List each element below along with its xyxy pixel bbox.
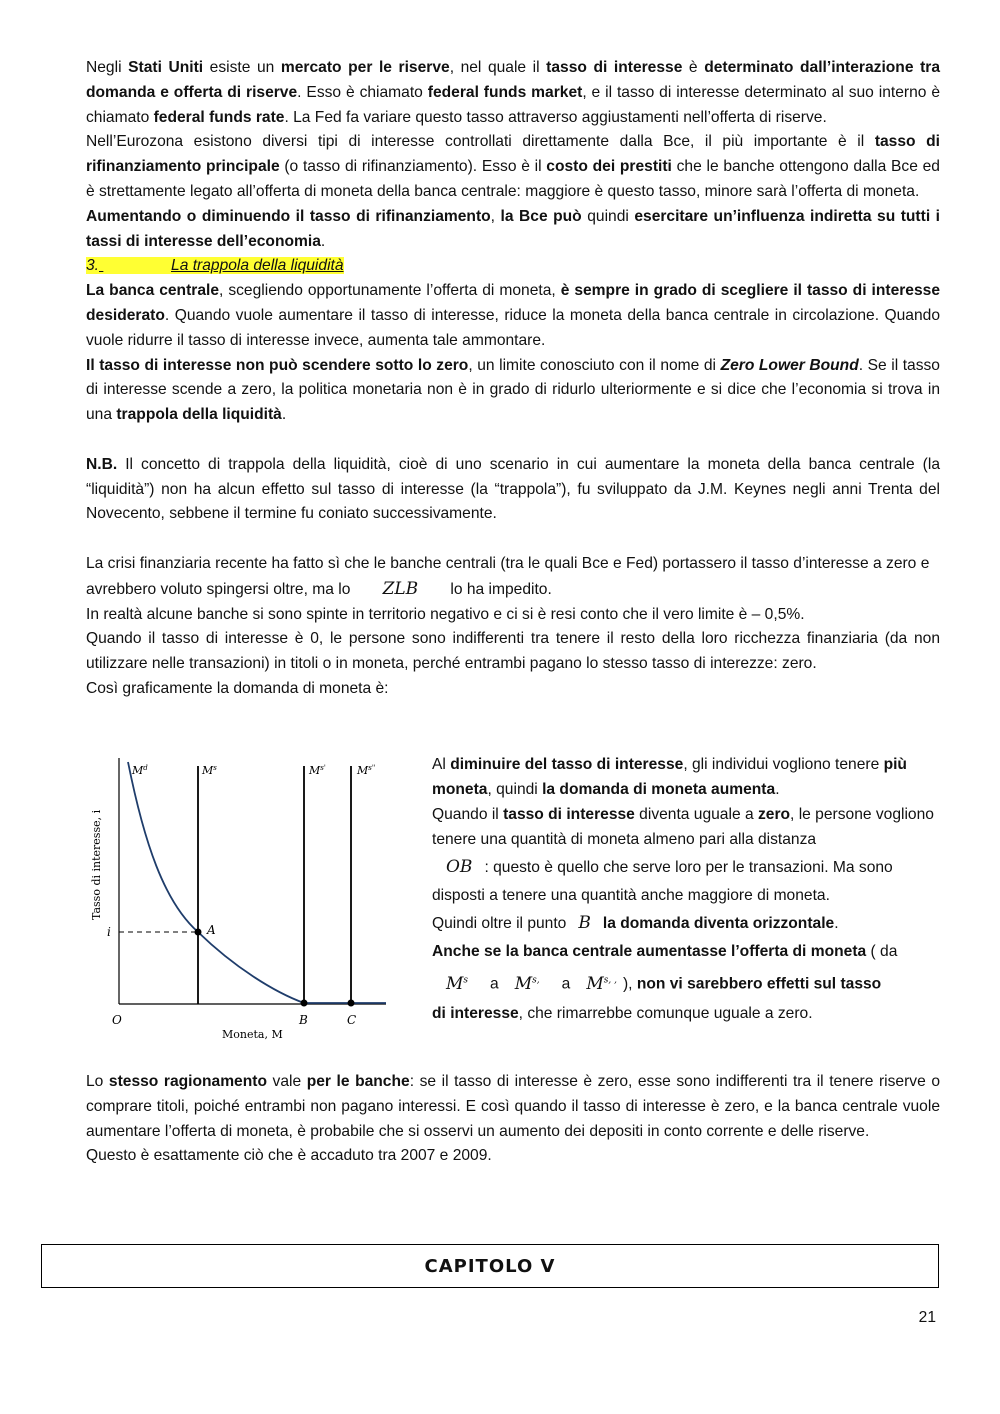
section-heading [86,254,940,279]
ms-prime-symbol: $M^{s,}$ [514,973,540,994]
x-axis-label: Moneta, M [222,1028,283,1041]
label-origin: O [112,1013,122,1027]
side-line-2: Quando il tasso di interesse diventa uguale a zero, le persone vogliono tenere una quantità di moneta almeno pari alla distanza [432,806,934,848]
y-axis-label: Tasso di interesse, i [90,809,103,920]
paragraph-territorio-negativo: In realtà alcune banche si sono spinte in territorio negativo e ci si è resi conto che il vero limite è – 0,5%. [86,605,805,623]
side-line-5: Quindi oltre il punto B la domanda diventa orizzontale. [432,913,839,933]
side-line-4: disposti a tenere una quantità anche maggiore di moneta. [432,887,830,904]
side-line-8: di interesse, che rimarrebbe comunque uguale a zero. [432,1004,813,1022]
money-demand-curve [128,762,386,1003]
zlb-symbol: ZLB [382,578,419,599]
section-heading-highlight: 3. La trappola della liquidità [86,257,344,275]
paragraph-banca-centrale: La banca centrale, scegliendo opportunamente l’offerta di moneta, è sempre in grado di scegliere il tasso di interesse desiderato. Quando vuole aumentare il tasso di interesse, riduce la moneta della banca centrale in circolazione. Quando vuole ridurre il tasso di interesse invece, aumenta tale ammontare. [86,282,940,349]
label-ms-prime: $M^{s'}$ [309,764,326,777]
side-line-1: Al diminuire del tasso di interesse, gli individui vogliono tenere più moneta, quindi la domanda di moneta aumenta. [432,756,907,798]
chapter-title: CAPITOLO V [424,1255,556,1277]
label-ms: $M^s$ [202,764,217,777]
paragraph-crisi: La crisi finanziaria recente ha fatto sì che le banche centrali (tra le quali Bce e Fed) portassero il tasso d’interesse a zero e avrebbero voluto spingersi oltre, ma lo ZLB lo ha impedito. [86,552,940,603]
label-b: B [299,1013,308,1027]
point-c [348,1000,355,1007]
label-md: $M^d$ [132,764,148,777]
ob-symbol: OB [446,857,473,877]
paragraph-federal-funds: Negli Stati Uniti esiste un mercato per le riserve, nel quale il tasso di interesse è determinato dall’interazione tra domanda e offerta di riserve. Esso è chiamato federal funds market, e il tasso di interesse determinato al suo interno è chiamato federal funds rate. La Fed fa variare questo tasso attraverso aggiustamenti nell’offerta di riserve. [86,59,941,126]
label-c: C [347,1013,357,1027]
paragraph-2007-2009: Questo è esattamente ciò che è accaduto tra 2007 e 2009. [86,1147,492,1165]
paragraph-zero-lower-bound: Il tasso di interesse non può scendere sotto lo zero, un limite conosciuto con il nome di Zero Lower Bound. Se il tasso di interesse scende a zero, la politica monetaria non è in grado di ridurlo ulteriormente e si dice che l’economia si trova in una trappola della liquidità. [86,356,940,424]
paragraph-nota-bene: N.B. Il concetto di trappola della liquidità, cioè di uno scenario in cui aumentare la moneta della banca centrale (la “liquidità”) non ha alcun effetto sul tasso di interesse (la “trappola”), fu sviluppato da J.M. Keynes negli anni Trenta del Novecento, sebbene il termine fu coniato successivamente. [86,455,940,523]
side-line-6: Anche se la banca centrale aumentasse l’offerta di moneta ( da [432,943,898,960]
b-symbol: B [578,913,591,933]
chapter-heading-box [41,1244,939,1288]
point-a [195,929,202,936]
body-text-upper [86,56,940,702]
label-a: A [207,923,216,937]
side-line-7: $M^s$ a $M^{s,}$ a $M^{s, ,}$ ), non vi sarebbero effetti sul tasso [446,973,882,994]
ms-double-prime-symbol: $M^{s, ,}$ [586,973,617,994]
paragraph-graficamente: Così graficamente la domanda di moneta è: [86,679,389,697]
point-b [301,1000,308,1007]
ms-symbol: $M^s$ [446,973,469,994]
label-ms-double-prime: $M^{s''}$ [357,764,376,777]
paragraph-eurozona: Nell’Eurozona esistono diversi tipi di interesse controllati direttamente dalla Bce, il più importante è il tasso di rifinanziamento principale (o tasso di rifinanziamento). Esso è il costo dei prestiti che le banche ottengono dalla Bce ed è strettamente legato all’offerta di moneta della banca centrale: maggiore è questo tasso, minore sarà l’offerta di moneta. [86,133,940,200]
money-demand-graph [84,752,396,1044]
graph-explanation [432,752,940,1026]
paragraph-banche: Lo stesso ragionamento vale per le banche: se il tasso di interesse è zero, esse sono indifferenti tra il tenere riserve o comprare titoli, poiché entrambi non pagano interessi. E così quando il tasso di interesse è zero, e la banca centrale vuole aumentare l’offerta di moneta, è probabile che si osservi un aumento dei depositi in conto corrente e delle riserve. [86,1073,940,1140]
paragraph-indifferenti: Quando il tasso di interesse è 0, le persone sono indifferenti tra tenere il resto della loro ricchezza finanziaria (da non utilizzare nelle transazioni) in titoli o in moneta, perché entrambi pagano lo stesso tasso di interezze: zero. [86,630,940,673]
paragraph-rifinanziamento: Aumentando o diminuendo il tasso di rifinanziamento, la Bce può quindi esercitare un’influenza indiretta su tutti i tassi di interesse dell’economia. [86,207,940,250]
page-number: 21 [918,1309,936,1326]
label-i: i [107,925,111,939]
body-text-lower [86,1070,940,1169]
side-line-3: OB : questo è quello che serve loro per le transazioni. Ma sono [446,857,893,877]
